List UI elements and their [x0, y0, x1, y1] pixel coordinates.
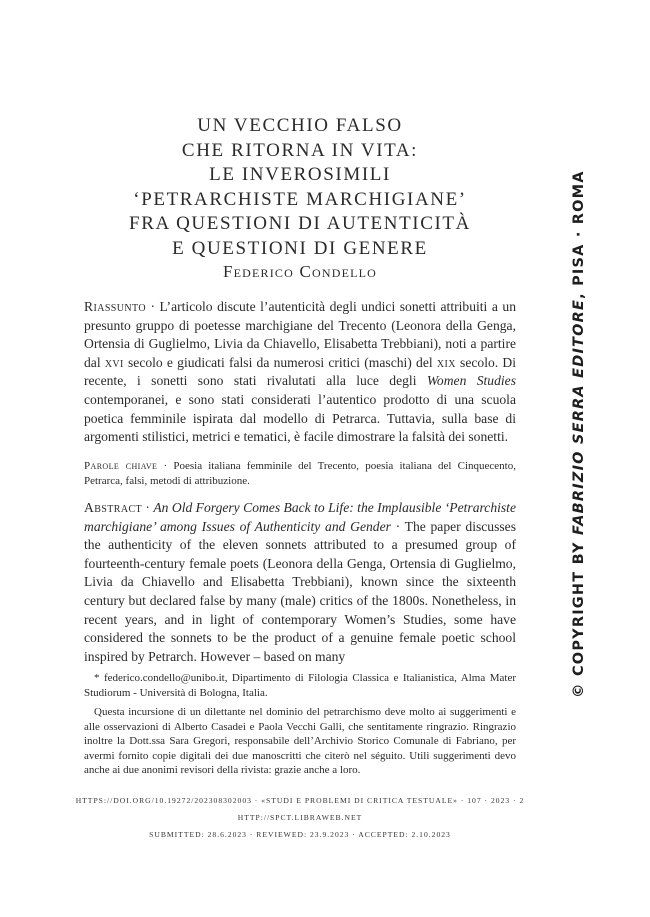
abstract-text: secolo. Di recente, i sonetti sono stati rivalutati alla luce degli — [84, 354, 516, 389]
author-name: Federico Condello — [222, 262, 378, 281]
english-title: An Old Forgery Comes Back to Life: the Implausible ‘Petrarchiste marchigiane’ among Issues of Authenticity and Gender — [84, 500, 516, 534]
article-title — [90, 114, 510, 261]
abstract-label: Abstract — [84, 500, 143, 515]
doi-line: HTTPS://DOI.ORG/10.19272/202308302003 · «STUDI E PROBLEMI DI CRITICA TESTUALE» · 107 · 2023 · 2 — [75, 796, 525, 805]
title-line: CHE RITORNA IN VITA: — [181, 139, 419, 161]
italian-abstract — [84, 298, 516, 447]
footnote: Questa incursione di un dilettante nel dominio del petrarchismo deve molto ai suggerimenti e alle osservazioni di Alberto Casadei e Paola Vecchi Galli, che sentitamente ringrazio. Ringrazio inoltre la Dott.ssa Sara Gregori, responsabile dell’Archivio Storico Comunale di Fabriano, per avermi fornito copie digitali dei due manoscritti che citerò nel séguito. Utili suggerimenti devo anche ai due anonimi revisori della rivista: grazie anche a loro. — [84, 706, 516, 776]
century-numeral: xix — [436, 354, 456, 370]
keywords-label: Parole chiave — [84, 460, 158, 472]
english-abstract — [84, 499, 516, 666]
separator: · — [142, 500, 154, 515]
century-numeral: xvi — [104, 354, 124, 370]
separator: · — [390, 518, 405, 534]
separator: · — [145, 299, 160, 314]
abstract-text: The paper discusses the authenticity of the eleven sonnets attributed to a presumed group of fourteenth-century female poets (Leonora della Genga, Ortensia di Guglielmo, Livia da Chiavello and Elisabetta Trebbiani), known since the sixteenth century but declared false by many (male) critics of the 1800s. Nonetheless, in recent years, and in light of contemporary Women’s Studies, some have considered the sonnets to be the product of a genuine female poetic school inspired by Petrarch. However – based on many — [84, 518, 517, 664]
submission-dates: SUBMITTED: 28.6.2023 · REVIEWED: 23.9.2023 · ACCEPTED: 2.10.2023 — [149, 830, 451, 839]
copyright-prefix: © COPYRIGHT BY — [571, 535, 587, 698]
title-line: LE INVEROSIMILI — [209, 164, 391, 185]
journal-url: HTTP://SPCT.LIBRAWEB.NET — [237, 813, 363, 822]
footnotes — [84, 671, 516, 778]
abstract-text: contemporanei, e sono stati considerati l’autentico prodotto di una scuola poetica femminile ispirata dal modello di Petrarca. Tuttavia, sulla base di argomenti stilistici, metrici e tematici, è facile dimostrare la falsità dei sonetti. — [84, 391, 516, 445]
abstract-label: Riassunto — [84, 299, 146, 314]
title-line: FRA QUESTIONI DI AUTENTICITÀ — [129, 213, 471, 234]
abstract-text: L’articolo discute l’autenticità degli undici sonetti attribuiti a un presunto gruppo di poetesse marchigiane del Trecento (Leonora della Genga, Ortensia di Guglielmo, Livia da Chiavello, Elisabetta Trebbiani), noti a partire dal — [84, 299, 516, 370]
copyright-notice — [571, 170, 591, 698]
keywords-text: Poesia italiana femminile del Trecento, poesia italiana del Cinquecento, Petrarca, falsi, metodi di attribuzione. — [84, 460, 516, 487]
italic-term: Women Studies — [426, 373, 517, 389]
title-line: UN VECCHIO FALSO — [197, 115, 403, 136]
publisher-name: FABRIZIO SERRA EDITORE — [571, 298, 587, 535]
abstract-text: secolo e giudicati falsi da numerosi critici (maschi) del — [123, 354, 437, 370]
title-line: ‘PETRARCHISTE MARCHIGIANE’ — [133, 188, 467, 210]
footnote: * federico.condello@unibo.it, Dipartimento di Filologia Classica e Italianistica, Alma Mater Studiorum - Università di Bologna, Italia. — [84, 672, 516, 699]
title-line: E QUESTIONI DI GENERE — [172, 237, 428, 259]
keywords — [84, 459, 516, 488]
copyright-suffix: , PISA · ROMA — [571, 170, 587, 299]
separator: · — [157, 460, 174, 472]
